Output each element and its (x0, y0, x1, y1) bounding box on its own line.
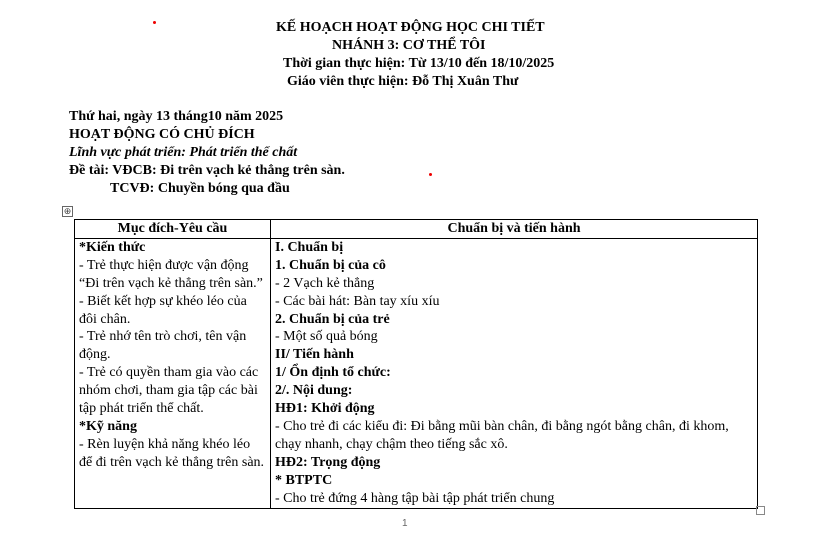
preparation-line: 2/. Nội dung: (275, 383, 353, 399)
goals-cell (75, 238, 271, 508)
preparation-line: 2. Chuẩn bị của trẻ (275, 311, 390, 327)
preparation-line: - 2 Vạch kẻ thẳng (275, 275, 375, 291)
branch-title: NHÁNH 3: CƠ THỂ TÔI (332, 38, 486, 53)
teacher-line: Giáo viên thực hiện: Đỗ Thị Xuân Thư (287, 74, 519, 89)
preparation-line: HĐ1: Khởi động (275, 401, 375, 417)
preparation-line: HĐ2: Trọng động (275, 454, 381, 470)
topic-line: Đề tài: VĐCB: Đi trên vạch kẻ thẳng trên sàn. (69, 163, 345, 178)
preparation-line: - Một số quả bóng (275, 329, 378, 345)
doc-title: KẾ HOẠCH HOẠT ĐỘNG HỌC CHI TIẾT (276, 20, 545, 35)
preparation-line: - Cho trẻ đi các kiểu đi: Đi bằng mũi bàn chân, đi bằng ngót bằng chân, đi khom, chạy nhanh, chạy chậm theo tiếng sắc xô. (275, 418, 729, 452)
goal-line: *Kỹ năng (79, 418, 137, 434)
goal-line: - Biết kết hợp sự khéo léo của đôi chân. (79, 293, 247, 327)
activity-line: HOẠT ĐỘNG CÓ CHỦ ĐÍCH (69, 127, 255, 142)
game-line: TCVĐ: Chuyền bóng qua đầu (110, 181, 290, 196)
preparation-line: - Các bài hát: Bàn tay xíu xíu (275, 293, 440, 309)
goal-line: - Trẻ thực hiện được vận động “Đi trên vạch kẻ thẳng trên sàn.” (79, 257, 263, 291)
col-header-goals: Mục đích-Yêu cầu (75, 220, 271, 239)
table-move-icon[interactable]: ⊕ (63, 206, 72, 216)
goal-line: - Rèn luyện khả năng khéo léo để đi trên vạch kẻ thẳng trên sàn. (79, 436, 265, 470)
red-mark (153, 21, 156, 24)
goal-line: *Kiến thức (79, 239, 146, 255)
table-resize-handle[interactable] (756, 506, 765, 515)
col-header-preparation: Chuẩn bị và tiến hành (271, 220, 758, 239)
preparation-cell (271, 238, 758, 508)
page-number: 1 (402, 518, 408, 529)
goal-line: - Trẻ nhớ tên trò chơi, tên vận động. (79, 329, 247, 363)
lesson-table (74, 219, 758, 509)
goal-line: - Trẻ có quyền tham gia vào các nhóm chơi, tham gia tập các bài tập phát triển thể chất. (79, 365, 259, 417)
field-line: Lĩnh vực phát triển: Phát triển thể chất (69, 145, 298, 160)
preparation-line: * BTPTC (275, 472, 333, 488)
preparation-line: - Cho trẻ đứng 4 hàng tập bài tập phát triển chung (275, 490, 555, 506)
red-mark (429, 173, 432, 176)
preparation-line: I. Chuẩn bị (275, 239, 344, 255)
preparation-line: II/ Tiến hành (275, 347, 354, 363)
time-line: Thời gian thực hiện: Từ 13/10 đến 18/10/2025 (283, 56, 555, 71)
date-line: Thứ hai, ngày 13 tháng10 năm 2025 (69, 109, 284, 124)
preparation-line: 1/ Ổn định tổ chức: (275, 365, 391, 381)
preparation-line: 1. Chuẩn bị của cô (275, 257, 386, 273)
